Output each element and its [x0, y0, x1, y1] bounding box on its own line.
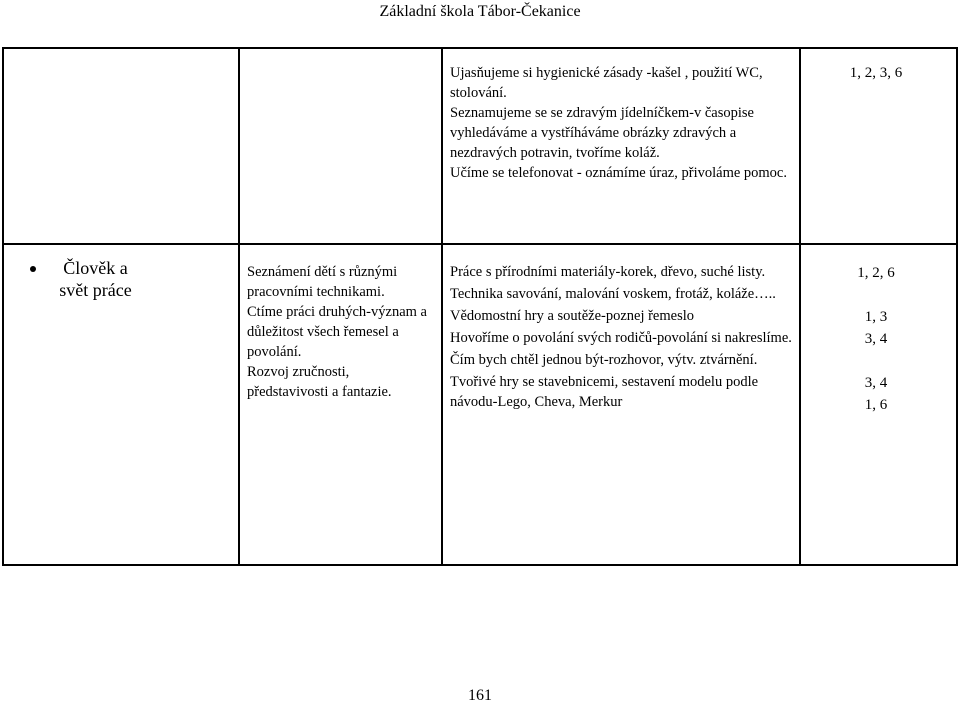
row2-codes-cell [806, 262, 946, 416]
row2-code: 1, 2, 6 [857, 265, 895, 281]
table-border-left [2, 47, 4, 566]
table-column-divider-3 [799, 47, 801, 566]
row2-topic-cell [30, 257, 135, 301]
row2-activity: Tvořivé hry se stavebnicemi, sestavení modelu podle návodu-Lego, Cheva, Merkur [450, 374, 759, 410]
table-column-divider-2 [441, 47, 443, 566]
row1-activity: Ujasňujeme si hygienické zásady -kašel , použití WC, stolování. [450, 65, 763, 101]
row2-goal: Rozvoj zručnosti, představivosti a fantazie. [247, 364, 392, 400]
row1-activity: Učíme se telefonovat - oznámíme úraz, přivoláme pomoc. [450, 165, 787, 181]
row2-code: 3, 4 [864, 375, 888, 391]
table-border-right [956, 47, 958, 566]
row2-goals-cell [247, 262, 432, 402]
codes-spacer [806, 284, 946, 306]
row2-code: 3, 4 [864, 331, 888, 347]
table-row-divider [2, 243, 958, 245]
row2-activities-cell [450, 262, 795, 414]
bullet-icon [30, 266, 36, 272]
row2-activity: Hovoříme o povolání svých rodičů-povolání si nakreslíme. [450, 330, 792, 346]
page-number: 161 [468, 687, 492, 704]
row2-activity: Vědomostní hry a soutěže-poznej řemeslo [450, 308, 695, 324]
row2-goal: Ctíme práci druhých-význam a důležitost všech řemesel a povolání. [247, 304, 427, 360]
table-border-bottom [2, 564, 958, 566]
table-column-divider-1 [238, 47, 240, 566]
page-header-school-name: Základní škola Tábor-Čekanice [379, 3, 581, 20]
topic-list-item [30, 257, 135, 301]
row1-activities-cell [450, 63, 795, 183]
row1-activity: Seznamujeme se se zdravým jídelníčkem-v časopise vyhledáváme a vystříháváme obrázky zdravých a nezdravých potravin, tvoříme koláž. [450, 105, 754, 161]
row2-activity: Práce s přírodními materiály-korek, dřevo, suché listy. [450, 264, 766, 280]
row2-activity: Čím bych chtěl jednou být-rozhovor, výtv. ztvárnění. [450, 352, 758, 368]
row2-goal: Seznámení dětí s různými pracovními technikami. [247, 264, 398, 300]
topic-label: Člověk a svět práce [59, 258, 132, 300]
row2-activity: Technika savování, malování voskem, frotáž, koláže….. [450, 286, 776, 302]
row2-code: 1, 6 [864, 397, 888, 413]
row1-codes-cell: 1, 2, 3, 6 [849, 65, 903, 81]
table-border-top [2, 47, 958, 49]
codes-spacer [806, 350, 946, 372]
row2-code: 1, 3 [864, 309, 888, 325]
